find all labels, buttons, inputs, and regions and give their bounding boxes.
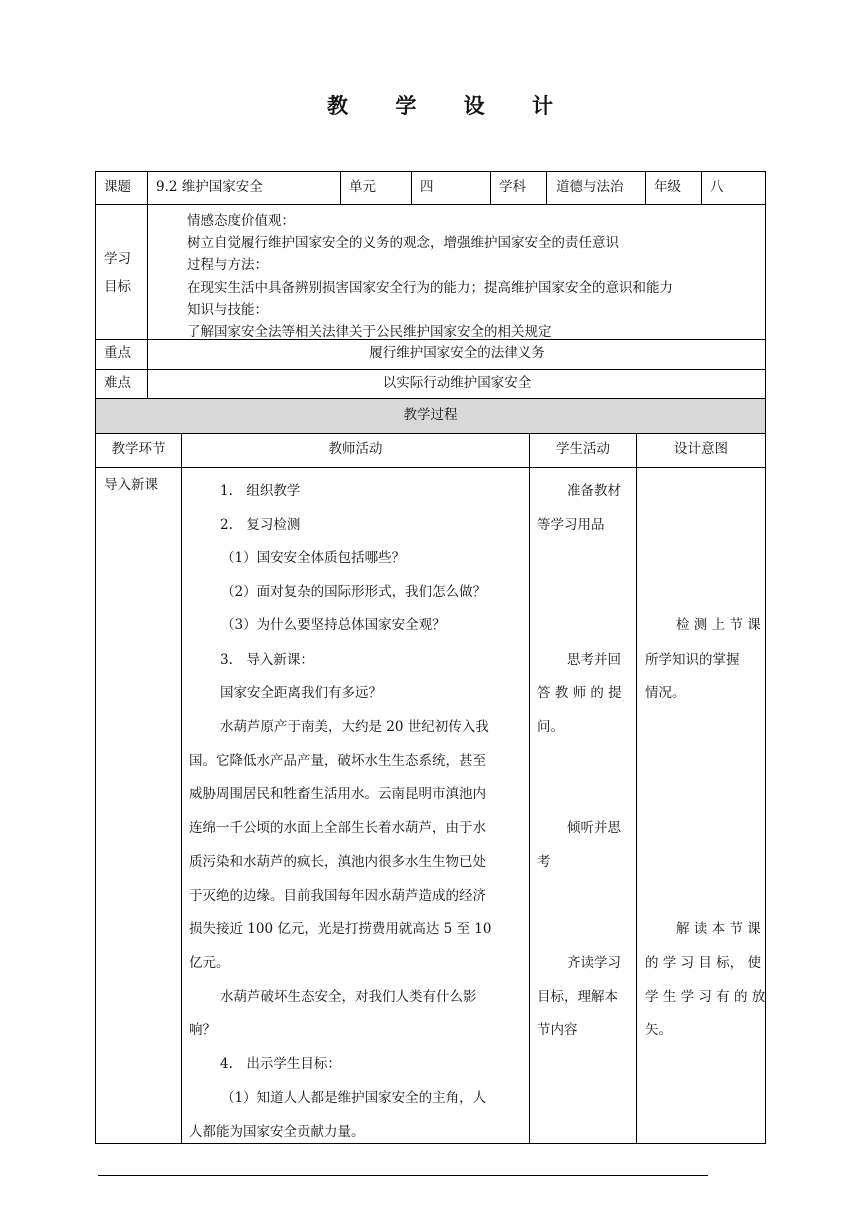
teacher-line: 响？ bbox=[189, 1022, 216, 1038]
column-header-stage: 教学环节 bbox=[111, 441, 166, 457]
process-section-title: 教学过程 bbox=[403, 407, 458, 423]
student-line: 节内容 bbox=[537, 1022, 578, 1038]
teacher-line: （3）为什么要坚持总体国家安全观？ bbox=[221, 617, 446, 633]
goal-line: 知识与技能： bbox=[187, 302, 268, 318]
key-point-value: 履行维护国家安全的法律义务 bbox=[369, 345, 545, 361]
subject-value: 道德与法治 bbox=[556, 179, 624, 195]
student-line: 齐读学习 bbox=[567, 955, 621, 971]
unit-value: 四 bbox=[420, 179, 434, 195]
key-point-label: 重点 bbox=[104, 345, 131, 361]
difficulty-label: 难点 bbox=[104, 375, 131, 391]
teacher-line: 连绵一千公顷的水面上全部生长着水葫芦，由于水 bbox=[189, 820, 486, 836]
teacher-line: （1）知道人人都是维护国家安全的主角，人 bbox=[221, 1090, 487, 1106]
goal-line: 过程与方法： bbox=[187, 257, 268, 273]
goal-line: 树立自觉履行维护国家安全的义务的观念，增强维护国家安全的责任意识 bbox=[187, 235, 619, 251]
footer-rule bbox=[98, 1175, 708, 1176]
teacher-line: 3. 导入新课： bbox=[220, 652, 314, 668]
goal-line: 在现实生活中具备辨别损害国家安全行为的能力；提高维护国家安全的意识和能力 bbox=[187, 280, 673, 296]
teacher-line: 损失接近 100 亿元，光是打捞费用就高达 5 至 10 bbox=[189, 921, 492, 937]
intent-line: 矢。 bbox=[645, 1022, 672, 1038]
teacher-line: （1）国安安全体质包括哪些？ bbox=[221, 550, 406, 566]
teacher-line: 于灭绝的边缘。目前我国每年因水葫芦造成的经济 bbox=[189, 888, 486, 904]
column-header-intent: 设计意图 bbox=[674, 441, 728, 457]
column-header-student: 学生活动 bbox=[556, 441, 610, 457]
intent-line: 解 读 本 节 课 bbox=[676, 921, 761, 937]
intent-line: 的 学 习 目 标， 使 bbox=[645, 955, 761, 971]
student-line: 目标，理解本 bbox=[537, 989, 618, 1005]
topic-value: 9.2 维护国家安全 bbox=[156, 179, 263, 195]
student-line: 等学习用品 bbox=[537, 517, 605, 533]
teacher-line: 国。它降低水产品产量，破坏水生生态系统，甚至 bbox=[189, 753, 486, 769]
grade-label: 年级 bbox=[654, 179, 681, 195]
goal-line: 了解国家安全法等相关法律关于公民维护国家安全的相关规定 bbox=[187, 324, 552, 340]
student-line: 考 bbox=[537, 854, 551, 870]
goals-label-line-2: 目标 bbox=[104, 279, 131, 295]
intent-line: 所学知识的掌握 bbox=[645, 652, 740, 668]
student-line: 思考并回 bbox=[567, 652, 621, 668]
teacher-line: 亿元。 bbox=[189, 955, 230, 971]
intent-line: 学 生 学 习 有 的 放 bbox=[645, 989, 766, 1005]
teacher-line: 1. 组织教学 bbox=[220, 483, 301, 499]
stage-cell: 导入新课 bbox=[104, 477, 158, 493]
subject-label: 学科 bbox=[499, 179, 526, 195]
goals-label-line-1: 学习 bbox=[104, 251, 131, 267]
student-line: 倾听并思 bbox=[567, 820, 621, 836]
unit-label: 单元 bbox=[349, 179, 376, 195]
intent-line: 情况。 bbox=[645, 685, 686, 701]
student-line: 问。 bbox=[537, 719, 564, 735]
topic-label: 课题 bbox=[104, 179, 131, 195]
student-line: 答 教 师 的 提 bbox=[537, 685, 622, 701]
student-line: 准备教材 bbox=[567, 483, 621, 499]
teacher-line: 4. 出示学生目标： bbox=[220, 1056, 341, 1072]
page-title: 教 学 设 计 bbox=[327, 93, 573, 118]
teacher-line: 2. 复习检测 bbox=[220, 517, 301, 533]
goal-line: 情感态度价值观： bbox=[187, 213, 295, 229]
teacher-line: 水葫芦原产于南美，大约是 20 世纪初传入我 bbox=[220, 719, 489, 735]
teacher-line: 威胁周围居民和牲畜生活用水。云南昆明市滇池内 bbox=[189, 786, 486, 802]
difficulty-value: 以实际行动维护国家安全 bbox=[382, 375, 532, 391]
teacher-line: 国家安全距离我们有多远？ bbox=[220, 685, 382, 701]
column-header-teacher: 教师活动 bbox=[328, 441, 383, 457]
teacher-line: （2）面对复杂的国际形形式，我们怎么做？ bbox=[221, 584, 487, 600]
teacher-line: 水葫芦破坏生态安全，对我们人类有什么影 bbox=[220, 989, 477, 1005]
teacher-line: 质污染和水葫芦的疯长，滇池内很多水生生物已处 bbox=[189, 854, 486, 870]
grade-value: 八 bbox=[710, 179, 724, 195]
intent-line: 检 测 上 节 课 bbox=[676, 617, 761, 633]
teacher-line: 人都能为国家安全贡献力量。 bbox=[189, 1124, 365, 1140]
